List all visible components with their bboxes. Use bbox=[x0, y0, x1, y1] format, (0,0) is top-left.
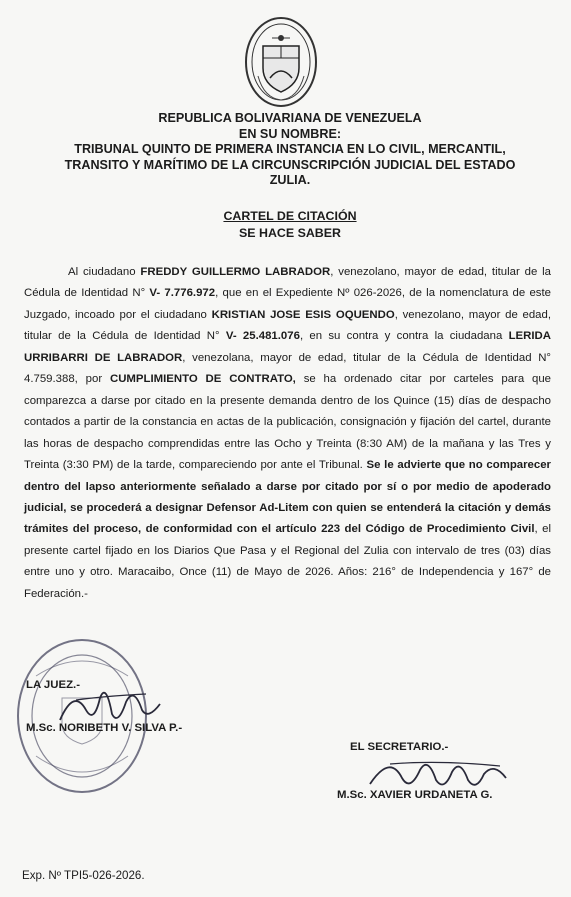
case-type: CUMPLIMIENTO DE CONTRATO, bbox=[109, 373, 296, 386]
body-text-7: se ha ordenado citar por carteles para que comparezca a darse por citado en la presente demanda dentro de los Quince (15) días de despacho contados a partir de la constancia en actas de la publicación, consignación y fijación del cartel, durante las horas de despacho comprendidas entre las Ocho y Treinta (8:30 AM) de la mañana y las Tres y Treinta (3:30 PM) de la tarde, compareciendo por ante el Tribunal. bbox=[24, 373, 551, 472]
body-text-1: Al ciudadano bbox=[68, 266, 141, 278]
judge-title: LA JUEZ.- bbox=[26, 679, 80, 691]
header-en-su-nombre: EN SU NOMBRE: bbox=[238, 126, 342, 141]
secretary-name: M.Sc. XAVIER URDANETA G. bbox=[337, 789, 493, 801]
secretary-title: EL SECRETARIO.- bbox=[350, 741, 449, 753]
body-text-6: , venezolana, mayor de edad, titular de la Cédula de Identidad N° 4.759.388, por bbox=[24, 351, 551, 386]
body-text-8: , el presente cartel fijado en los Diarios Que Pasa y el Regional del Zulia con intervalo de tres (03) días entre uno y otro. Maracaibo, Once (11) de Mayo de 2026. Años: 216° de Independencia y 167° de Federación.- bbox=[24, 523, 552, 600]
defendant-name: FREDDY GUILLERMO LABRADOR bbox=[140, 266, 331, 278]
header-court-line1: TRIBUNAL QUINTO DE PRIMERA INSTANCIA EN LO CIVIL, MERCANTIL, bbox=[74, 142, 506, 156]
title-cartel: CARTEL DE CITACIÓN bbox=[223, 209, 357, 223]
document-title bbox=[30, 208, 550, 242]
body-text-4: , venezolano, mayor de edad, titular de la Cédula de Identidad N° bbox=[24, 308, 551, 343]
title-se-hace-saber: SE HACE SABER bbox=[239, 226, 341, 240]
plaintiff-id: V- 25.481.076 bbox=[225, 330, 300, 343]
defendant-id: V- 7.776.972 bbox=[149, 287, 216, 300]
header-court-line2: TRANSITO Y MARÍTIMO DE LA CIRCUNSCRIPCIÓN JUDICIAL DEL ESTADO bbox=[64, 157, 516, 172]
body-text-3: , que en el Expediente Nº 026-2026, de la nomenclatura de este Juzgado, incoado por el ciudadano bbox=[24, 287, 551, 321]
co-defendant-name: LERIDA URRIBARRI DE LABRADOR bbox=[24, 330, 551, 364]
body-text-5: , en su contra y contra la ciudadana bbox=[299, 330, 509, 343]
plaintiff-name: KRISTIAN JOSE ESIS OQUENDO bbox=[211, 308, 395, 321]
body-text-2: , venezolano, mayor de edad, titular de la Cédula de Identidad N° bbox=[24, 266, 552, 300]
header-republic: REPUBLICA BOLIVARIANA DE VENEZUELA bbox=[158, 111, 422, 125]
coat-of-arms-seal-icon bbox=[244, 16, 318, 108]
court-header bbox=[30, 111, 550, 189]
judge-name: M.Sc. NORIBETH V. SILVA P.- bbox=[26, 722, 183, 734]
header-court-line3: ZULIA. bbox=[269, 173, 311, 187]
expediente-number: Exp. Nº TPI5-026-2026. bbox=[22, 869, 145, 882]
body-paragraph bbox=[24, 262, 551, 605]
warning-text: Se le advierte que no comparecer dentro del lapso anteriormente señalado a darse por citado por sí o por medio de apoderado judicial, se procederá a designar Defensor Ad-Litem con quien se entenderá la citación y demás trámites del proceso, de conformidad con el artículo 223 del Código de Procedimiento Civil bbox=[24, 459, 551, 536]
